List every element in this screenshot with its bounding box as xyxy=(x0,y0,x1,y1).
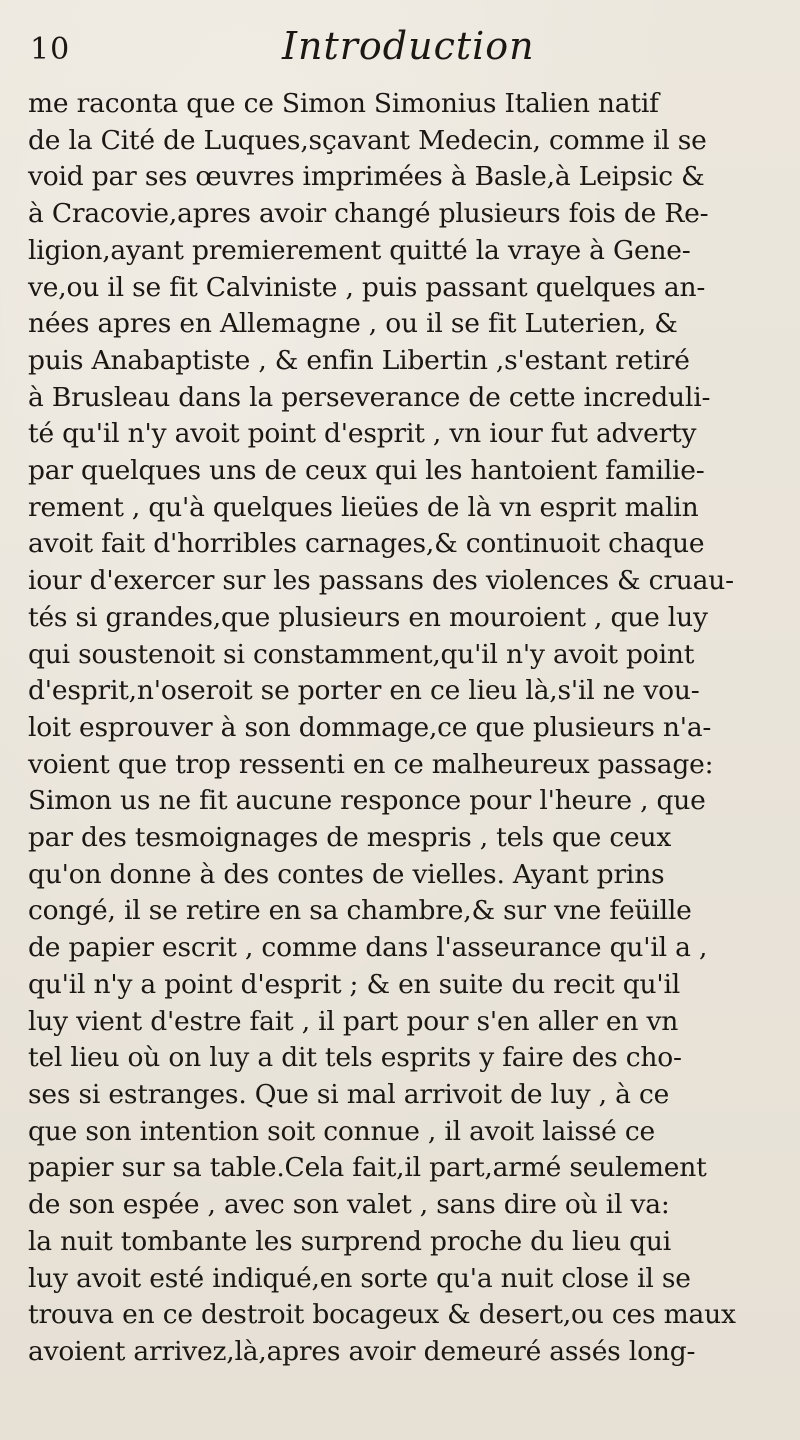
text-line: loit esprouver à son dommage,ce que plusieurs n'a- xyxy=(28,711,712,743)
text-line: ses si estranges. Que si mal arrivoit de luy , à ce xyxy=(28,1078,670,1110)
running-title: Introduction xyxy=(282,24,535,68)
text-line: void par ses œuvres imprimées à Basle,à Leipsic & xyxy=(28,161,705,193)
text-line: la nuit tombante les surprend proche du lieu qui xyxy=(28,1225,672,1257)
text-line: congé, il se retire en sa chambre,& sur vne feüille xyxy=(28,895,692,927)
page-number: 10 xyxy=(30,32,71,67)
text-line: tés si grandes,que plusieurs en mouroient , que luy xyxy=(28,601,708,633)
text-line: de son espée , avec son valet , sans dire où il va: xyxy=(28,1189,670,1221)
text-line: Simon us ne fit aucune responce pour l'heure , que xyxy=(28,785,706,817)
text-line: d'esprit,n'oseroit se porter en ce lieu là,s'il ne vou- xyxy=(28,675,700,707)
text-line: à Cracovie,apres avoir changé plusieurs fois de Re- xyxy=(28,198,709,230)
text-line: té qu'il n'y avoit point d'esprit , vn iour fut adverty xyxy=(28,418,697,450)
text-line: luy avoit esté indiqué,en sorte qu'a nuit close il se xyxy=(28,1262,691,1294)
text-line: par quelques uns de ceux qui les hantoient familie- xyxy=(28,455,705,487)
text-line: luy vient d'estre fait , il part pour s'en aller en vn xyxy=(28,1005,679,1037)
text-line: puis Anabaptiste , & enfin Libertin ,s'estant retiré xyxy=(28,344,690,376)
page-header xyxy=(26,18,778,78)
text-line: à Brusleau dans la perseverance de cette increduli- xyxy=(28,381,711,413)
text-line: de papier escrit , comme dans l'asseurance qu'il a , xyxy=(28,932,708,964)
text-line: papier sur sa table.Cela fait,il part,armé seulement xyxy=(28,1152,707,1184)
text-line: iour d'exercer sur les passans des violences & cruau- xyxy=(28,565,734,597)
text-line: qu'on donne à des contes de vielles. Ayant prins xyxy=(28,858,665,890)
text-line: avoient arrivez,là,apres avoir demeuré assés long- xyxy=(28,1335,696,1367)
text-line: par des tesmoignages de mespris , tels que ceux xyxy=(28,822,672,854)
text-line: rement , qu'à quelques lieües de là vn esprit malin xyxy=(28,491,699,523)
text-line: voient que trop ressenti en ce malheureux passage: xyxy=(28,748,714,780)
text-line: ligion,ayant premierement quitté la vraye à Gene- xyxy=(28,234,691,266)
text-line: trouva en ce destroit bocageux & desert,ou ces maux xyxy=(28,1299,736,1331)
body-text xyxy=(26,86,778,1371)
text-line: me raconta que ce Simon Simonius Italien natif xyxy=(28,88,659,119)
text-line: avoit fait d'horribles carnages,& continuoit chaque xyxy=(28,528,705,560)
text-line: qui soustenoit si constamment,qu'il n'y avoit point xyxy=(28,638,695,670)
text-line: qu'il n'y a point d'esprit ; & en suite du recit qu'il xyxy=(28,968,680,1000)
text-line: que son intention soit connue , il avoit laissé ce xyxy=(28,1115,655,1147)
text-line: nées apres en Allemagne , ou il se fit Luterien, & xyxy=(28,308,678,340)
text-line: de la Cité de Luques,sçavant Medecin, comme il se xyxy=(28,124,707,156)
text-line: tel lieu où on luy a dit tels esprits y faire des cho- xyxy=(28,1042,682,1074)
text-line: ve,ou il se fit Calviniste , puis passant quelques an- xyxy=(28,271,706,303)
